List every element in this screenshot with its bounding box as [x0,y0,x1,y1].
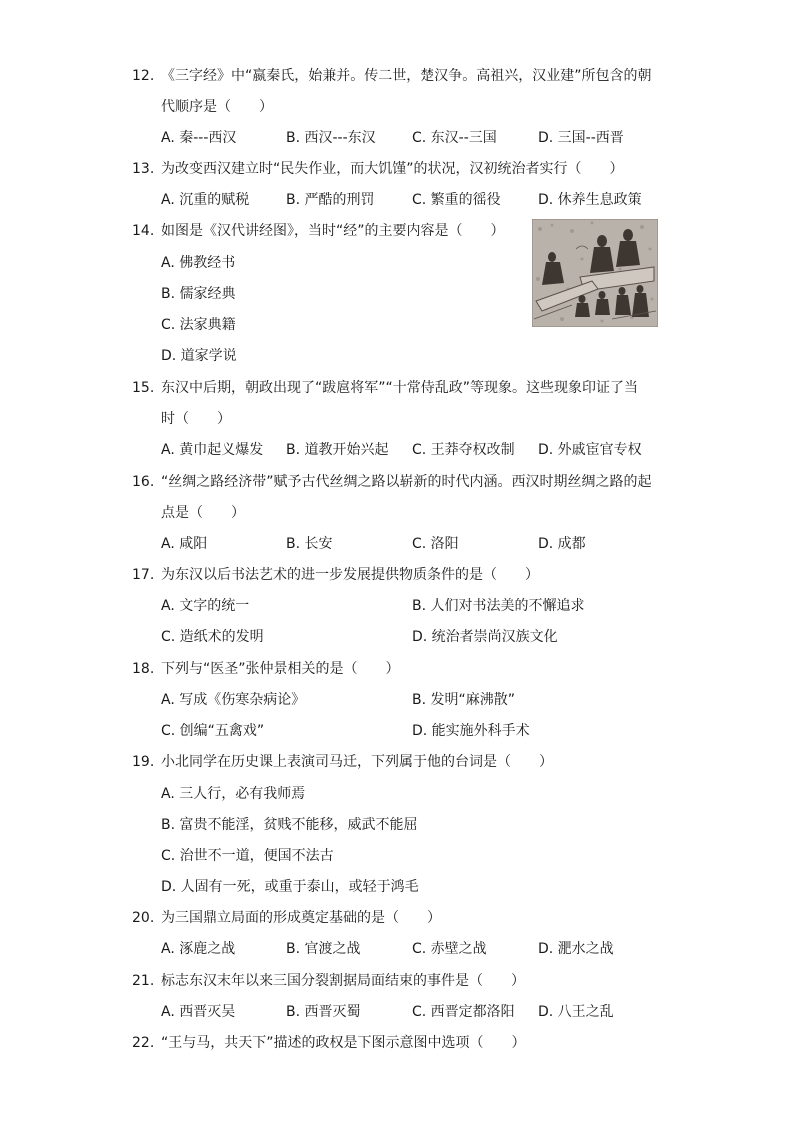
question-17-option-a[interactable]: A. 文字的统一 [161,598,250,614]
question-19-option-d[interactable]: D. 人固有一死，或重于泰山，或轻于鸿毛 [161,879,419,895]
question-17-option-d[interactable]: D. 统治者崇尚汉族文化 [412,629,558,645]
question-18-option-b[interactable]: B. 发明“麻沸散” [412,692,516,708]
question-21-option-d[interactable]: D. 八王之乱 [538,1004,614,1020]
question-22-number: 22. [132,1035,155,1051]
han-lecture-relief-image [532,219,658,327]
question-19-option-b[interactable]: B. 富贵不能淫，贫贱不能移，威武不能屈 [161,817,418,833]
question-19-number: 19. [132,754,155,770]
question-15-option-c[interactable]: C. 王莽夺权改制 [412,442,515,458]
question-21-number: 21. [132,973,155,989]
question-13-number: 13. [132,161,155,177]
question-12-stem-line-1: 《三字经》中“嬴秦氏，始兼并。传二世，楚汉争。高祖兴，汉业建”所包含的朝 [161,68,652,84]
question-17-option-c[interactable]: C. 造纸术的发明 [161,629,264,645]
question-12-option-c[interactable]: C. 东汉--三国 [412,130,497,146]
question-12-stem-line-2: 代顺序是（ ） [161,99,273,115]
question-20-option-d[interactable]: D. 淝水之战 [538,941,614,957]
question-17-option-b[interactable]: B. 人们对书法美的不懈追求 [412,598,585,614]
question-17-number: 17. [132,567,155,583]
question-21-option-a[interactable]: A. 西晋灭吴 [161,1004,236,1020]
question-14-option-c[interactable]: C. 法家典籍 [161,317,236,333]
question-16-stem-line-1: “丝绸之路经济带”赋予古代丝绸之路以崭新的时代内涵。西汉时期丝绸之路的起 [161,474,652,490]
question-18-option-a[interactable]: A. 写成《伤寒杂病论》 [161,692,306,708]
question-21-stem-line-1: 标志东汉末年以来三国分裂割据局面结束的事件是（ ） [161,973,525,989]
question-17-stem-line-1: 为东汉以后书法艺术的进一步发展提供物质条件的是（ ） [161,567,539,583]
question-13-option-b[interactable]: B. 严酷的刑罚 [286,192,375,208]
question-12-option-a[interactable]: A. 秦---西汉 [161,130,237,146]
question-18-option-d[interactable]: D. 能实施外科手术 [412,723,530,739]
question-13-stem-line-1: 为改变西汉建立时“民失作业，而大饥馑”的状况，汉初统治者实行（ ） [161,161,624,177]
question-18-option-c[interactable]: C. 创编“五禽戏” [161,723,265,739]
question-16-option-b[interactable]: B. 长安 [286,536,333,552]
question-12-option-b[interactable]: B. 西汉---东汉 [286,130,376,146]
question-13-option-d[interactable]: D. 休养生息政策 [538,192,642,208]
question-16-option-c[interactable]: C. 洛阳 [412,536,459,552]
question-19-stem-line-1: 小北同学在历史课上表演司马迁，下列属于他的台词是（ ） [161,754,553,770]
question-15-stem-line-2: 时（ ） [161,411,231,427]
question-22-stem-line-1: “王与马，共天下”描述的政权是下图示意图中选项（ ） [161,1035,526,1051]
question-15-number: 15. [132,380,155,396]
question-20-number: 20. [132,910,155,926]
question-19-option-c[interactable]: C. 治世不一道，便国不法古 [161,848,334,864]
question-14-number: 14. [132,223,155,239]
question-20-option-b[interactable]: B. 官渡之战 [286,941,361,957]
question-16-stem-line-2: 点是（ ） [161,505,245,521]
question-16-option-d[interactable]: D. 成都 [538,536,586,552]
question-13-option-c[interactable]: C. 繁重的徭役 [412,192,501,208]
question-15-option-d[interactable]: D. 外戚宦官专权 [538,442,642,458]
question-14-option-b[interactable]: B. 儒家经典 [161,286,236,302]
question-18-stem-line-1: 下列与“医圣”张仲景相关的是（ ） [161,661,400,677]
question-15-option-a[interactable]: A. 黄巾起义爆发 [161,442,264,458]
question-12-option-d[interactable]: D. 三国--西晋 [538,130,624,146]
question-20-stem-line-1: 为三国鼎立局面的形成奠定基础的是（ ） [161,910,441,926]
question-14-option-a[interactable]: A. 佛教经书 [161,255,236,271]
question-21-option-c[interactable]: C. 西晋定都洛阳 [412,1004,515,1020]
question-15-option-b[interactable]: B. 道教开始兴起 [286,442,389,458]
question-12-number: 12. [132,68,155,84]
question-15-stem-line-1: 东汉中后期，朝政出现了“跋扈将军”“十常侍乱政”等现象。这些现象印证了当 [161,380,639,396]
question-16-option-a[interactable]: A. 咸阳 [161,536,208,552]
question-21-option-b[interactable]: B. 西晋灭蜀 [286,1004,361,1020]
question-16-number: 16. [132,474,155,490]
question-20-option-c[interactable]: C. 赤壁之战 [412,941,487,957]
question-14-stem-line-1: 如图是《汉代讲经图》，当时“经”的主要内容是（ ） [161,223,505,239]
question-20-option-a[interactable]: A. 涿鹿之战 [161,941,236,957]
question-18-number: 18. [132,661,155,677]
question-13-option-a[interactable]: A. 沉重的赋税 [161,192,250,208]
question-19-option-a[interactable]: A. 三人行，必有我师焉 [161,786,306,802]
question-14-option-d[interactable]: D. 道家学说 [161,348,237,364]
